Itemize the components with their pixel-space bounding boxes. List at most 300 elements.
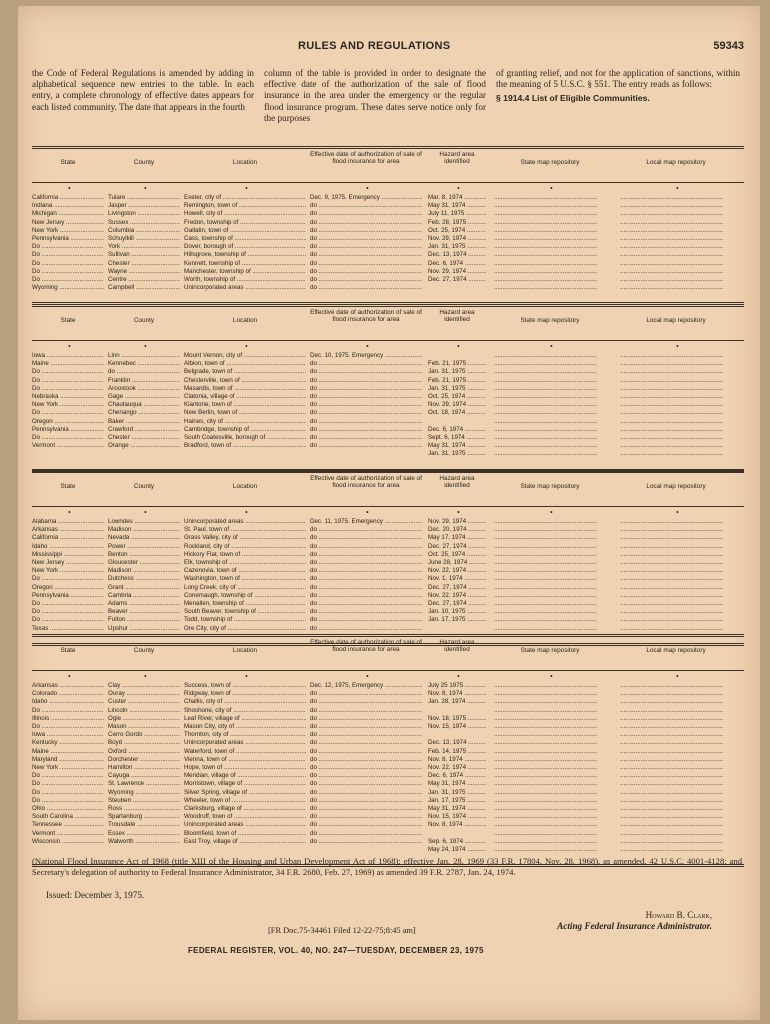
local-map-cell xyxy=(620,401,732,409)
signer-title: Acting Federal Insurance Administrator. xyxy=(557,921,712,931)
county-cell: do ..... xyxy=(108,368,180,376)
local-map-cell xyxy=(620,813,732,821)
local-map-cell xyxy=(620,227,732,235)
effective-date-cell: Dec. 12, 1975, Emergency ..... xyxy=(310,682,422,690)
local-map-cell xyxy=(620,219,732,227)
column-marker: • xyxy=(676,508,679,517)
county-cell: Trousdale ..... xyxy=(108,821,180,829)
county-cell: Ouray ..... xyxy=(108,690,180,698)
state-map-cell xyxy=(494,797,606,805)
column-header: Location xyxy=(232,317,258,324)
hazard-date-cell: Feb. 21, 1975 ..... xyxy=(428,360,486,368)
hazard-date-cell: May 31, 1974 ..... xyxy=(428,805,486,813)
state-cell: Do ..... xyxy=(32,707,104,715)
county-cell: Jasper ..... xyxy=(108,202,180,210)
effective-date-cell: do ..... xyxy=(310,805,422,813)
local-map-cell xyxy=(620,575,732,583)
state-map-cell xyxy=(494,780,606,788)
location-cell: Thornton, city of ..... xyxy=(184,731,306,739)
hazard-date-cell: May 31, 1974 ..... xyxy=(428,780,486,788)
table-row xyxy=(32,393,744,401)
state-cell: Arkansas ..... xyxy=(32,682,104,690)
effective-date-cell: do ..... xyxy=(310,584,422,592)
county-cell: York ..... xyxy=(108,243,180,251)
local-map-cell xyxy=(620,707,732,715)
location-cell: Cambridge, township of ..... xyxy=(184,426,306,434)
local-map-cell xyxy=(620,243,732,251)
state-cell: Vermont ..... xyxy=(32,830,104,838)
column-marker: • xyxy=(457,672,460,681)
location-cell: Cazenovia, town of ..... xyxy=(184,567,306,575)
column-marker: • xyxy=(676,184,679,193)
page-header xyxy=(18,40,760,60)
state-cell: Do ..... xyxy=(32,780,104,788)
county-cell: Walworth ..... xyxy=(108,838,180,846)
state-map-cell xyxy=(494,393,606,401)
county-cell: Tulare ..... xyxy=(108,194,180,202)
column-marker: • xyxy=(68,508,71,517)
state-map-cell xyxy=(494,543,606,551)
county-cell: St. Lawrence ..... xyxy=(108,780,180,788)
table-row xyxy=(32,600,744,608)
column-marker: • xyxy=(550,508,553,517)
table-row xyxy=(32,227,744,235)
effective-date-cell: do ..... xyxy=(310,723,422,731)
hazard-date-cell: May 31, 1974 ..... xyxy=(428,442,486,450)
location-cell: Chesterville, town of ..... xyxy=(184,377,306,385)
hazard-date-cell: Feb. 14, 1975 ..... xyxy=(428,748,486,756)
table-row xyxy=(32,385,744,393)
effective-date-cell: do ..... xyxy=(310,534,422,542)
effective-date-cell: do ..... xyxy=(310,567,422,575)
local-map-cell xyxy=(620,352,732,360)
effective-date-cell: do ..... xyxy=(310,526,422,534)
table-row xyxy=(32,401,744,409)
table-row xyxy=(32,418,744,426)
state-map-cell xyxy=(494,731,606,739)
effective-date-cell: do ..... xyxy=(310,543,422,551)
county-cell: Steuben ..... xyxy=(108,797,180,805)
hazard-date-cell: Nov. 1, 1974 ..... xyxy=(428,575,486,583)
location-cell: South Coatesville, borough of ..... xyxy=(184,434,306,442)
effective-date-cell: do ..... xyxy=(310,764,422,772)
table-row xyxy=(32,608,744,616)
column-header: County xyxy=(133,647,155,654)
table-row xyxy=(32,268,744,276)
local-map-cell xyxy=(620,409,732,417)
state-cell: Kentucky ..... xyxy=(32,739,104,747)
hazard-date-cell: Jan. 17, 1975 ..... xyxy=(428,616,486,624)
location-cell: Meridian, village of ..... xyxy=(184,772,306,780)
state-cell: Pennsylvania ..... xyxy=(32,426,104,434)
local-map-cell xyxy=(620,393,732,401)
table-row xyxy=(32,625,744,633)
county-cell: Schuylkill ..... xyxy=(108,235,180,243)
table-rule xyxy=(32,470,744,473)
effective-date-cell: do ..... xyxy=(310,551,422,559)
location-cell: South Beaver, township of ..... xyxy=(184,608,306,616)
state-map-cell xyxy=(494,260,606,268)
location-cell: Silver Spring, village of ..... xyxy=(184,789,306,797)
state-cell: Do ..... xyxy=(32,772,104,780)
state-cell: Do ..... xyxy=(32,575,104,583)
table-row xyxy=(32,567,744,575)
local-map-cell xyxy=(620,418,732,426)
column-marker: • xyxy=(68,184,71,193)
state-cell: Vermont ..... xyxy=(32,442,104,450)
table-row xyxy=(32,377,744,385)
state-cell: Do ..... xyxy=(32,276,104,284)
effective-date-cell: do ..... xyxy=(310,368,422,376)
location-cell: Challis, city of ..... xyxy=(184,698,306,706)
state-cell: New York ..... xyxy=(32,401,104,409)
state-cell: Do ..... xyxy=(32,368,104,376)
table-row xyxy=(32,194,744,202)
table-row xyxy=(32,559,744,567)
column-marker: • xyxy=(366,672,369,681)
hazard-date-cell: Dec. 27, 1974 ..... xyxy=(428,600,486,608)
local-map-cell xyxy=(620,426,732,434)
effective-date-cell: do ..... xyxy=(310,260,422,268)
table-rule xyxy=(32,304,744,307)
table-row xyxy=(32,575,744,583)
state-map-cell xyxy=(494,575,606,583)
state-map-cell xyxy=(494,600,606,608)
location-cell: Howell, city of ..... xyxy=(184,210,306,218)
register-page xyxy=(18,6,760,1020)
local-map-cell xyxy=(620,682,732,690)
effective-date-cell: do ..... xyxy=(310,813,422,821)
local-map-cell xyxy=(620,592,732,600)
county-cell: Livingston ..... xyxy=(108,210,180,218)
location-cell: Woodruff, town of ..... xyxy=(184,813,306,821)
hazard-date-cell: Oct. 25, 1974 ..... xyxy=(428,393,486,401)
local-map-cell xyxy=(620,442,732,450)
column-marker: • xyxy=(144,184,147,193)
local-map-cell xyxy=(620,551,732,559)
column-marker: • xyxy=(68,672,71,681)
community-table xyxy=(32,634,744,864)
table-row xyxy=(32,360,744,368)
state-map-cell xyxy=(494,401,606,409)
column-marker: • xyxy=(245,508,248,517)
hazard-date-cell: Sep. 6, 1974 ..... xyxy=(428,838,486,846)
county-cell: Chautauqua ..... xyxy=(108,401,180,409)
hazard-date-cell: Dec. 20, 1974 ..... xyxy=(428,526,486,534)
hazard-date-cell: Nov. 29, 1974 ..... xyxy=(428,401,486,409)
table-row xyxy=(32,284,744,292)
community-table xyxy=(32,470,744,643)
county-cell: Gage ..... xyxy=(108,393,180,401)
location-cell: Fredon, township of ..... xyxy=(184,219,306,227)
state-cell: Wyoming ..... xyxy=(32,284,104,292)
table-rule xyxy=(32,340,744,341)
table-rule xyxy=(32,182,744,183)
county-cell: Spartanburg ..... xyxy=(108,813,180,821)
state-map-cell xyxy=(494,608,606,616)
intro-column-2: column of the table is provided in order to designate the effective date of the authorization of the sale of flood insurance in the area under the emergency or the regular flood insurance program. These dates serve notice only for the purposes xyxy=(264,68,486,123)
local-map-cell xyxy=(620,385,732,393)
county-cell: Aroostook ..... xyxy=(108,385,180,393)
location-cell: Clarksburg, village of ..... xyxy=(184,805,306,813)
location-cell: Elk, township of ..... xyxy=(184,559,306,567)
effective-date-cell: do ..... xyxy=(310,780,422,788)
county-cell: Mason ..... xyxy=(108,723,180,731)
local-map-cell xyxy=(620,534,732,542)
location-cell: Todd, township of ..... xyxy=(184,616,306,624)
state-cell: Do ..... xyxy=(32,789,104,797)
location-cell: Grass Valley, city of ..... xyxy=(184,534,306,542)
local-map-cell xyxy=(620,559,732,567)
state-cell: Maine ..... xyxy=(32,360,104,368)
location-cell: New Berlin, town of ..... xyxy=(184,409,306,417)
county-cell: Nevada ..... xyxy=(108,534,180,542)
table-row xyxy=(32,202,744,210)
hazard-date-cell: May 17, 1974 ..... xyxy=(428,534,486,542)
column-header: Location xyxy=(232,159,258,166)
table-row xyxy=(32,352,744,360)
county-cell: Ross ..... xyxy=(108,805,180,813)
county-cell: Linn ..... xyxy=(108,352,180,360)
hazard-date-cell: Nov. 8, 1974 ..... xyxy=(428,690,486,698)
state-cell: California ..... xyxy=(32,194,104,202)
column-marker: • xyxy=(245,342,248,351)
local-map-cell xyxy=(620,690,732,698)
column-marker: • xyxy=(550,342,553,351)
state-map-cell xyxy=(494,690,606,698)
table-row xyxy=(32,551,744,559)
effective-date-cell: do ..... xyxy=(310,393,422,401)
table-row xyxy=(32,756,744,764)
effective-date-cell: do ..... xyxy=(310,385,422,393)
state-map-cell xyxy=(494,789,606,797)
table-row xyxy=(32,797,744,805)
state-cell: New Jersey ..... xyxy=(32,219,104,227)
effective-date-cell: do ..... xyxy=(310,772,422,780)
state-cell: Illinois ..... xyxy=(32,715,104,723)
local-map-cell xyxy=(620,789,732,797)
local-map-cell xyxy=(620,268,732,276)
effective-date-cell: do ..... xyxy=(310,276,422,284)
effective-date-cell: do ..... xyxy=(310,756,422,764)
county-cell: Cayuga ..... xyxy=(108,772,180,780)
column-header: Local map repository xyxy=(646,647,706,654)
table-row xyxy=(32,698,744,706)
hazard-date-cell: June 28, 1974 ..... xyxy=(428,559,486,567)
county-cell: Power ..... xyxy=(108,543,180,551)
county-cell: Kennebec ..... xyxy=(108,360,180,368)
state-cell: Mississippi ..... xyxy=(32,551,104,559)
table-row xyxy=(32,543,744,551)
local-map-cell xyxy=(620,251,732,259)
location-cell: Cass, township of ..... xyxy=(184,235,306,243)
location-cell: Mount Vernon, city of ..... xyxy=(184,352,306,360)
state-map-cell xyxy=(494,434,606,442)
table-row xyxy=(32,789,744,797)
state-map-cell xyxy=(494,625,606,633)
hazard-date-cell: Jan. 31, 1975 ..... xyxy=(428,789,486,797)
table-rule xyxy=(32,146,744,149)
column-header: County xyxy=(133,159,155,166)
state-map-cell xyxy=(494,194,606,202)
state-cell: Maine ..... xyxy=(32,748,104,756)
local-map-cell xyxy=(620,625,732,633)
state-cell: Colorado ..... xyxy=(32,690,104,698)
effective-date-cell: do ..... xyxy=(310,360,422,368)
state-cell: Do ..... xyxy=(32,268,104,276)
local-map-cell xyxy=(620,756,732,764)
column-header: Location xyxy=(232,647,258,654)
hazard-date-cell: Dec. 13, 1974 ..... xyxy=(428,739,486,747)
county-cell: Baker ..... xyxy=(108,418,180,426)
effective-date-cell: do ..... xyxy=(310,284,422,292)
location-cell: Unincorporated areas ..... xyxy=(184,284,306,292)
state-map-cell xyxy=(494,202,606,210)
county-cell: Beaver ..... xyxy=(108,608,180,616)
effective-date-cell: do ..... xyxy=(310,797,422,805)
table-rule xyxy=(32,634,744,637)
state-cell: Do ..... xyxy=(32,409,104,417)
state-map-cell xyxy=(494,813,606,821)
table-row xyxy=(32,426,744,434)
location-cell: Clatonia, village of ..... xyxy=(184,393,306,401)
effective-date-cell: do ..... xyxy=(310,251,422,259)
location-cell: Waterford, town of ..... xyxy=(184,748,306,756)
state-cell: Do ..... xyxy=(32,723,104,731)
location-cell: Rockland, city of ..... xyxy=(184,543,306,551)
effective-date-cell: do ..... xyxy=(310,409,422,417)
county-cell: Cerro Gordo ..... xyxy=(108,731,180,739)
intro-column-1: the Code of Federal Regulations is amended by adding in alphabetical sequence new entries to the table. In each entry, a complete chronology of effective dates appears for each listed community. The date that appears in the fourth xyxy=(32,68,254,112)
location-cell: Kennett, township of ..... xyxy=(184,260,306,268)
table-row xyxy=(32,534,744,542)
table-row xyxy=(32,210,744,218)
state-cell: Indiana ..... xyxy=(32,202,104,210)
location-cell: Hillsgrove, township of ..... xyxy=(184,251,306,259)
signature-block xyxy=(557,910,712,932)
column-marker: • xyxy=(366,508,369,517)
effective-date-cell: do ..... xyxy=(310,227,422,235)
table-row xyxy=(32,584,744,592)
state-map-cell xyxy=(494,559,606,567)
effective-date-cell: do ..... xyxy=(310,210,422,218)
hazard-date-cell: July 11, 1975 ..... xyxy=(428,210,486,218)
intro-text xyxy=(32,68,746,140)
state-cell: Iowa ..... xyxy=(32,352,104,360)
state-map-cell xyxy=(494,592,606,600)
location-cell: Leaf River, village of ..... xyxy=(184,715,306,723)
location-cell: Ridgway, town of ..... xyxy=(184,690,306,698)
local-map-cell xyxy=(620,723,732,731)
hazard-date-cell: Oct. 18, 1974 ..... xyxy=(428,409,486,417)
table-row xyxy=(32,715,744,723)
local-map-cell xyxy=(620,194,732,202)
location-cell: St. Paul, town of ..... xyxy=(184,526,306,534)
local-map-cell xyxy=(620,608,732,616)
local-map-cell xyxy=(620,377,732,385)
effective-date-cell: do ..... xyxy=(310,559,422,567)
location-cell: Hickory Flat, town of ..... xyxy=(184,551,306,559)
effective-date-cell: do ..... xyxy=(310,442,422,450)
state-map-cell xyxy=(494,698,606,706)
location-cell: Vienna, town of ..... xyxy=(184,756,306,764)
state-map-cell xyxy=(494,352,606,360)
local-map-cell xyxy=(620,715,732,723)
state-map-cell xyxy=(494,551,606,559)
hazard-date-cell: Oct. 25, 1974 ..... xyxy=(428,551,486,559)
hazard-date-cell: Sept. 6, 1974 ..... xyxy=(428,434,486,442)
state-cell: Alabama ..... xyxy=(32,518,104,526)
hazard-date-cell: Dec. 13, 1974 ..... xyxy=(428,251,486,259)
effective-date-cell: do ..... xyxy=(310,830,422,838)
table-rule xyxy=(32,670,744,671)
local-map-cell xyxy=(620,772,732,780)
hazard-date-cell: Nov. 15, 1974 ..... xyxy=(428,813,486,821)
state-map-cell xyxy=(494,518,606,526)
state-map-cell xyxy=(494,227,606,235)
community-table xyxy=(32,304,744,469)
location-cell: Unincorporated areas ..... xyxy=(184,821,306,829)
county-cell: Columbia ..... xyxy=(108,227,180,235)
state-map-cell xyxy=(494,409,606,417)
authority-footnote: (National Flood Insurance Act of 1968 (title XIII of the Housing and Urban Development Act of 1968); effective Jan. 28, 1969 (33 F.R. 17804, Nov. 28, 1968), as amended, 42 U.S.C. 4001-4128; and Secretary's delegation of authority to Federal Insurance Administrator, 34 F.R. 2680, Feb. 27, 1969) as amended 39 F.R. 2787, Jan. 24, 1974. xyxy=(32,856,742,877)
hazard-date-cell: Feb. 28, 1975 ..... xyxy=(428,219,486,227)
county-cell: Dorchester ..... xyxy=(108,756,180,764)
state-map-cell xyxy=(494,284,606,292)
local-map-cell xyxy=(620,830,732,838)
column-header: Effective date of authorization of sale of flood insurance for area xyxy=(310,151,422,166)
effective-date-cell: do ..... xyxy=(310,748,422,756)
column-header: State xyxy=(60,647,76,654)
table-row xyxy=(32,219,744,227)
state-cell: New York ..... xyxy=(32,567,104,575)
column-header: County xyxy=(133,317,155,324)
state-cell: Idaho ..... xyxy=(32,698,104,706)
local-map-cell xyxy=(620,526,732,534)
state-map-cell xyxy=(494,426,606,434)
county-cell: Lincoln ..... xyxy=(108,707,180,715)
county-cell: Chester ..... xyxy=(108,434,180,442)
column-marker: • xyxy=(245,184,248,193)
state-map-cell xyxy=(494,276,606,284)
column-marker: • xyxy=(550,184,553,193)
location-cell: Unincorporated areas ..... xyxy=(184,518,306,526)
location-cell: Shoshone, city of ..... xyxy=(184,707,306,715)
hazard-date-cell: Nov. 22, 1974 ..... xyxy=(428,592,486,600)
table-row xyxy=(32,434,744,442)
location-cell: Albion, town of ..... xyxy=(184,360,306,368)
location-cell: Kiantone, town of ..... xyxy=(184,401,306,409)
column-header: Effective date of authorization of sale of flood insurance for area xyxy=(310,475,422,490)
county-cell: Franklin ..... xyxy=(108,377,180,385)
table-row xyxy=(32,690,744,698)
effective-date-cell: do ..... xyxy=(310,715,422,723)
state-map-cell xyxy=(494,616,606,624)
table-row xyxy=(32,243,744,251)
local-map-cell xyxy=(620,821,732,829)
state-cell: Oregon ..... xyxy=(32,418,104,426)
county-cell: Lowndes ..... xyxy=(108,518,180,526)
hazard-date-cell: May 24, 1974 ..... xyxy=(428,846,486,854)
state-cell: Do ..... xyxy=(32,434,104,442)
local-map-cell xyxy=(620,600,732,608)
table-row xyxy=(32,518,744,526)
table-row xyxy=(32,235,744,243)
state-map-cell xyxy=(494,526,606,534)
state-cell: Pennsylvania ..... xyxy=(32,592,104,600)
table-row xyxy=(32,838,744,846)
state-map-cell xyxy=(494,268,606,276)
